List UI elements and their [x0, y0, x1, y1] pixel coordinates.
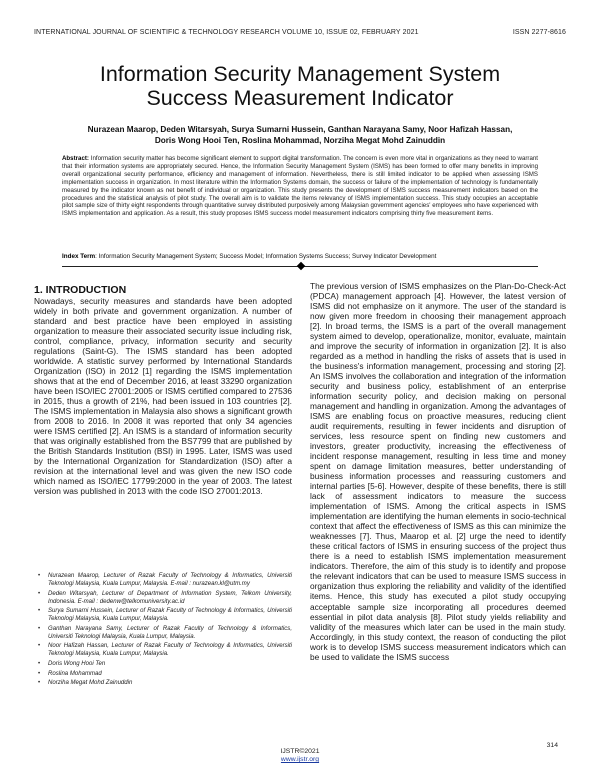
footnote-item: • Surya Sumarni Hussein, Lecturer of Razak Faculty of Technology & Informatics, Universiti Teknologi Malaysia, Kuala Lumpur, Malaysia. — [38, 607, 292, 623]
footer-website-link[interactable]: www.ijstr.org — [280, 756, 320, 764]
page-footer — [0, 748, 600, 765]
footnote-item: • Deden Witarsyah, Lecturer of Department of Information System, Telkom University, Indonesia. E-mail : dedenw@telkomuniversity.ac.id — [38, 590, 292, 606]
author-footnotes — [38, 572, 292, 689]
page-number: 314 — [546, 742, 558, 749]
journal-name: INTERNATIONAL JOURNAL OF SCIENTIFIC & TECHNOLOGY RESEARCH VOLUME 10, ISSUE 02, FEBRUARY 2021 — [34, 29, 419, 36]
footnote-item: • Noor Hafizah Hassan, Lecturer of Razak Faculty of Technology & Informatics, Universiti Teknologi Malaysia, Kuala Lumpur, Malaysia. — [38, 642, 292, 658]
index-terms — [62, 253, 538, 261]
issn: ISSN 2277-8616 — [512, 29, 566, 36]
introduction-right-text: The previous version of ISMS emphasizes on the Plan-Do-Check-Act (PDCA) management approach [4]. However, the latest version of ISMS did not emphasize on it anymore. The user of the standard is now given more freedom in choosing their management approach [2]. In broad terms, the ISMS is a part of the overall management system aimed to develop, operationalize, monitor, evaluate, maintain and improve the security of information in organization [2]. It is also regarded as a method in handling the risks of assets that is used in the business's information management, processing and storing [2]. An ISMS involves the collaboration and integration of the information security and business policy, establishment of an enterprise information security policy, and decision making on personal management and handling in organization. Among the advantages of ISMS are enabling focus on proactive measures, reducing client audit requirements, resulting in fewer incidents and disruption of services, less resource spent on finding new customers and investors, greater productivity, increasing the effectiveness of incident response management, resulting in less time and money spent on damage limitation measures, better understanding of business information processes and reassuring customers and internal parties [5-6]. However, despite of these benefits, there is still lack of assessment indicators to measure the success implementation of ISMS. Among the critical aspects in ISMS implementation are identifying the human elements in socio-technical context that affect the effectiveness of ISMS as this can minimize the weaknesses [7]. Thus, Maarop et al. [2] urge the need to identify these critical factors of ISMS in ensuring success of the project thus there is a need to establish ISMS implementation measurement indicators. Therefore, the aim of this study is to identify and propose the relevant indicators that can be used to measure ISMS success in organization thus exploring the reliability and validity of the identified items. Hence, this study has executed a pilot study occupying acceptable sample size incorporating all procedures deemed essential in pilot data analysis [8]. Pilot study yields reliability and validity of the measures which later can be used in the main study. Accordingly, in this study context, the reason of conducting the pilot work is to develop ISMS success measurement indicators which can be used to validate the ISMS success — [310, 281, 566, 662]
title-line-1: Information Security Management System — [99, 62, 501, 86]
right-column — [310, 281, 566, 662]
divider-diamond-icon — [297, 261, 305, 269]
author-list — [60, 125, 540, 146]
authors-line-1: Nurazean Maarop, Deden Witarsyah, Surya Sumarni Hussein, Ganthan Narayana Samy, Noor Hafizah Hassan, — [87, 125, 513, 134]
footnote-item: • Nurazean Maarop, Lecturer of Razak Faculty of Technology & Informatics, Universiti Teknologi Malaysia, Kuala Lumpur, Malaysia. E-mail : nurazean.kl@utm.my — [38, 572, 292, 588]
footer-copyright: IJSTR©2021 — [280, 748, 320, 755]
introduction-left-text: Nowadays, security measures and standards have been adopted widely in both private and government organization. A number of standard and best practice have been employed in assisting organization to measure their associated security issue including risk, control, compliance, privacy, information security and security regulations (Saint-G). The ISMS standard has been adopted worldwide. A statistic survey performed by International Standards Organization (ISO) in 2012 [1] regarding the ISMS implementation shows that at the end of December 2016, at least 33290 organization have been ISO/IEC 27001:2005 or ISMS certified compared to 27536 in 2015, thus a growth of 21%, had been issued in 103 countries [2]. The ISMS implementation in Malaysia also shows a significant growth from 2008 to 2016. In 2008 it was reported that only 34 agencies were ISMS certified [2]. An ISMS is a standard of information security that was originally established from the BS7799 that are published by the British Standards Institution (BSI) in 1995. Later, ISMS was used by the International Organization for Standardization (ISO) after a revision at the international level and was given the new ISO code which named as ISO/IEC 17799:2000 in the year of 2003. The latest version was published in 2013 with the code ISO 27001:2013. — [34, 296, 292, 497]
footnote-item: • Doris Wong Hooi Ten — [38, 660, 292, 668]
left-column — [34, 282, 292, 496]
title-line-2: Success Measurement Indicator — [146, 86, 454, 110]
index-terms-label: Index Term — [62, 253, 96, 260]
abstract-label: Abstract: — [62, 155, 89, 162]
index-terms-text: : Information Security Management System; Success Model; Information Systems Success; Survey Indicator Development — [95, 253, 437, 260]
section-heading-introduction: 1. INTRODUCTION — [34, 284, 127, 296]
footnote-item: • Roslina Mohammad — [38, 670, 292, 678]
journal-header — [34, 29, 566, 36]
paper-title — [40, 62, 560, 110]
abstract-text: Information security matter has become significant element to support digital transformation. The concern is even more vital in organizations as they need to warrant that their information systems are appropriately secured. Hence, the Information Security Management System (ISMS) has been formed to offer many benefits in improving overall organizational security performance, efficiency and management of information. Nevertheless, there is still limited indicator to be applied when assessing ISMS implementation success in organization. In most literature within the Information Systems domain, the success or failure of the implementation of technology is fundamentally measured by the indicator known as net benefit of individual or organization. This study presents the development of ISMS success measurement indicators based on the procedures and the statistical analysis of pilot study. The overall aim is to validate the items relevancy of ISMS implementation success. This study occupies an acceptable pilot sample size of thirty eight respondents through quantitative survey distributed purposively among Malaysian government agencies' employees who have experienced with ISMS implementation and application. As a result, this study proposes ISMS success model measurement indicators comprising thirty five measurement items. — [62, 155, 538, 218]
footnote-item: • Ganthan Narayana Samy, Lecturer of Razak Faculty of Technology & Informatics, Universiti Teknologi Malaysia, Kuala Lumpur, Malaysia. — [38, 625, 292, 641]
authors-line-2: Doris Wong Hooi Ten, Roslina Mohammad, Norziha Megat Mohd Zainuddin — [154, 135, 446, 145]
abstract — [62, 155, 538, 218]
footnote-item: • Norziha Megat Mohd Zainuddin — [38, 679, 292, 687]
